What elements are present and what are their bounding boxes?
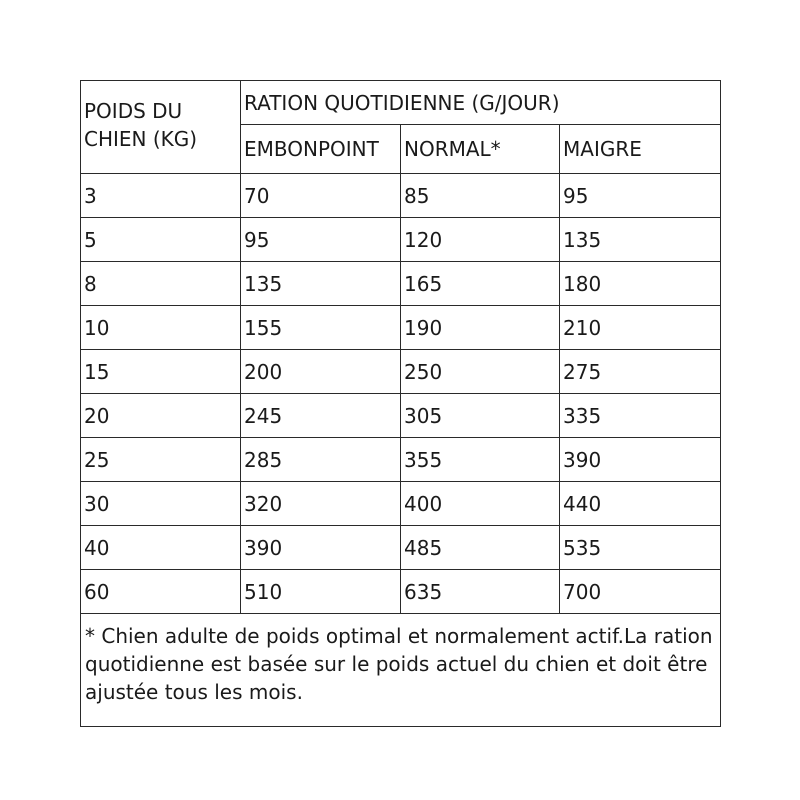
table-row: [81, 174, 721, 218]
weight-cell: 10: [81, 306, 241, 350]
maigre-cell: 440: [560, 482, 721, 526]
normal-cell: 250: [401, 350, 560, 394]
table-row: [81, 306, 721, 350]
ration-column-header: RATION QUOTIDIENNE (G/JOUR): [241, 81, 721, 125]
maigre-cell: 335: [560, 394, 721, 438]
weight-cell: 5: [81, 218, 241, 262]
weight-cell: 40: [81, 526, 241, 570]
embonpoint-cell: 70: [241, 174, 401, 218]
embonpoint-cell: 510: [241, 570, 401, 614]
normal-cell: 165: [401, 262, 560, 306]
embonpoint-cell: 135: [241, 262, 401, 306]
embonpoint-cell: 155: [241, 306, 401, 350]
embonpoint-cell: 200: [241, 350, 401, 394]
maigre-cell: 135: [560, 218, 721, 262]
weight-cell: 25: [81, 438, 241, 482]
maigre-column-header: MAIGRE: [560, 125, 721, 174]
embonpoint-cell: 245: [241, 394, 401, 438]
normal-cell: 485: [401, 526, 560, 570]
table-row: [81, 350, 721, 394]
weight-cell: 30: [81, 482, 241, 526]
weight-cell: 20: [81, 394, 241, 438]
normal-cell: 120: [401, 218, 560, 262]
ration-table: [80, 80, 721, 727]
table-row: [81, 438, 721, 482]
normal-column-header: NORMAL*: [401, 125, 560, 174]
weight-cell: 8: [81, 262, 241, 306]
footnote-row: [81, 614, 721, 727]
maigre-cell: 95: [560, 174, 721, 218]
maigre-cell: 535: [560, 526, 721, 570]
maigre-cell: 180: [560, 262, 721, 306]
weight-cell: 15: [81, 350, 241, 394]
normal-cell: 190: [401, 306, 560, 350]
weight-column-header: POIDS DU CHIEN (KG): [81, 81, 241, 174]
maigre-cell: 700: [560, 570, 721, 614]
ration-table-container: [80, 80, 720, 727]
normal-cell: 305: [401, 394, 560, 438]
table-row: [81, 218, 721, 262]
table-row: [81, 570, 721, 614]
embonpoint-cell: 390: [241, 526, 401, 570]
maigre-cell: 210: [560, 306, 721, 350]
table-row: [81, 262, 721, 306]
embonpoint-column-header: EMBONPOINT: [241, 125, 401, 174]
maigre-cell: 275: [560, 350, 721, 394]
table-row: [81, 526, 721, 570]
normal-cell: 85: [401, 174, 560, 218]
header-row: [81, 81, 721, 125]
table-row: [81, 394, 721, 438]
embonpoint-cell: 95: [241, 218, 401, 262]
weight-cell: 3: [81, 174, 241, 218]
embonpoint-cell: 320: [241, 482, 401, 526]
weight-cell: 60: [81, 570, 241, 614]
normal-cell: 355: [401, 438, 560, 482]
normal-cell: 635: [401, 570, 560, 614]
embonpoint-cell: 285: [241, 438, 401, 482]
footnote-text: * Chien adulte de poids optimal et normalement actif.La ration quotidienne est basée sur le poids actuel du chien et doit être ajustée tous les mois.: [81, 614, 721, 727]
maigre-cell: 390: [560, 438, 721, 482]
table-row: [81, 482, 721, 526]
normal-cell: 400: [401, 482, 560, 526]
